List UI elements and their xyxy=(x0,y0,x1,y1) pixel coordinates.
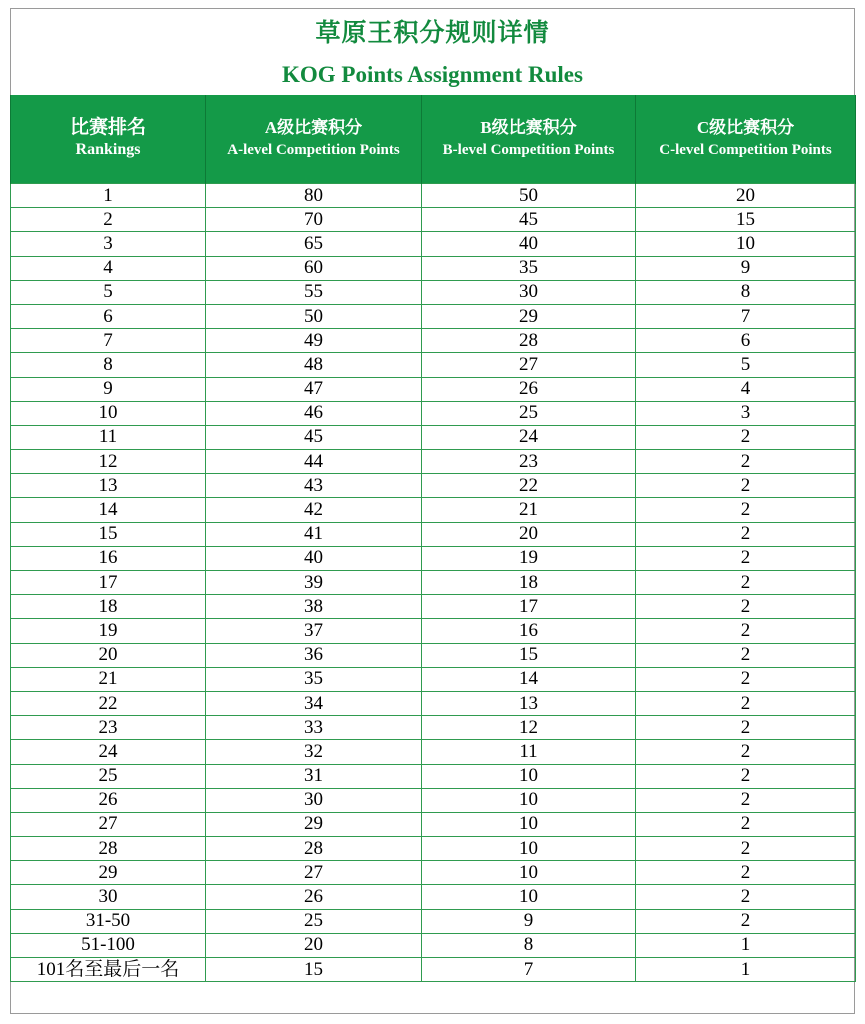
table-row xyxy=(11,425,856,449)
c-level-points-cell: 4 xyxy=(636,377,856,401)
c-level-points-cell: 2 xyxy=(636,788,856,812)
a-level-points-cell: 31 xyxy=(206,764,422,788)
table-row xyxy=(11,256,856,280)
table-row xyxy=(11,184,856,208)
ranking-cell: 4 xyxy=(11,256,206,280)
a-level-points-cell: 29 xyxy=(206,812,422,836)
table-row xyxy=(11,885,856,909)
header-b-level xyxy=(422,95,636,184)
ranking-cell: 101名至最后一名 xyxy=(11,958,206,982)
a-level-points-cell: 40 xyxy=(206,546,422,570)
header-b-level-zh: B级比赛积分 xyxy=(480,118,577,137)
ranking-cell: 16 xyxy=(11,546,206,570)
ranking-cell: 13 xyxy=(11,474,206,498)
b-level-points-cell: 7 xyxy=(422,958,636,982)
table-row xyxy=(11,329,856,353)
c-level-points-cell: 2 xyxy=(636,546,856,570)
header-c-level-zh: C级比赛积分 xyxy=(696,118,795,137)
table-row xyxy=(11,450,856,474)
b-level-points-cell: 50 xyxy=(422,184,636,208)
b-level-points-cell: 10 xyxy=(422,812,636,836)
b-level-points-cell: 20 xyxy=(422,522,636,546)
a-level-points-cell: 43 xyxy=(206,474,422,498)
c-level-points-cell: 2 xyxy=(636,667,856,691)
b-level-points-cell: 28 xyxy=(422,329,636,353)
a-level-points-cell: 60 xyxy=(206,256,422,280)
table-row xyxy=(11,643,856,667)
a-level-points-cell: 28 xyxy=(206,837,422,861)
c-level-points-cell: 2 xyxy=(636,716,856,740)
c-level-points-cell: 2 xyxy=(636,498,856,522)
table-row xyxy=(11,716,856,740)
c-level-points-cell: 20 xyxy=(636,184,856,208)
header-c-level xyxy=(636,95,856,184)
header-a-level-en: A-level Competition Points xyxy=(227,142,400,158)
table-row xyxy=(11,595,856,619)
a-level-points-cell: 47 xyxy=(206,377,422,401)
c-level-points-cell: 3 xyxy=(636,401,856,425)
a-level-points-cell: 36 xyxy=(206,643,422,667)
ranking-cell: 3 xyxy=(11,232,206,256)
a-level-points-cell: 26 xyxy=(206,885,422,909)
table-row xyxy=(11,788,856,812)
b-level-points-cell: 22 xyxy=(422,474,636,498)
table-row xyxy=(11,861,856,885)
b-level-points-cell: 12 xyxy=(422,716,636,740)
c-level-points-cell: 10 xyxy=(636,232,856,256)
b-level-points-cell: 10 xyxy=(422,861,636,885)
header-rankings-en: Rankings xyxy=(75,141,141,158)
b-level-points-cell: 29 xyxy=(422,304,636,328)
c-level-points-cell: 2 xyxy=(636,595,856,619)
a-level-points-cell: 27 xyxy=(206,861,422,885)
c-level-points-cell: 6 xyxy=(636,329,856,353)
table-row xyxy=(11,353,856,377)
ranking-cell: 24 xyxy=(11,740,206,764)
table-row xyxy=(11,280,856,304)
a-level-points-cell: 39 xyxy=(206,571,422,595)
ranking-cell: 6 xyxy=(11,304,206,328)
c-level-points-cell: 2 xyxy=(636,619,856,643)
header-b-level-en: B-level Competition Points xyxy=(442,142,615,158)
ranking-cell: 30 xyxy=(11,885,206,909)
c-level-points-cell: 2 xyxy=(636,861,856,885)
header-row xyxy=(11,95,856,184)
b-level-points-cell: 24 xyxy=(422,425,636,449)
table-row xyxy=(11,208,856,232)
a-level-points-cell: 44 xyxy=(206,450,422,474)
b-level-points-cell: 8 xyxy=(422,933,636,957)
header-a-level-zh: A级比赛积分 xyxy=(264,118,363,137)
a-level-points-cell: 33 xyxy=(206,716,422,740)
c-level-points-cell: 2 xyxy=(636,450,856,474)
ranking-cell: 10 xyxy=(11,401,206,425)
points-table xyxy=(10,95,856,982)
b-level-points-cell: 15 xyxy=(422,643,636,667)
b-level-points-cell: 16 xyxy=(422,619,636,643)
a-level-points-cell: 48 xyxy=(206,353,422,377)
b-level-points-cell: 10 xyxy=(422,885,636,909)
b-level-points-cell: 30 xyxy=(422,280,636,304)
a-level-points-cell: 46 xyxy=(206,401,422,425)
table-row xyxy=(11,401,856,425)
a-level-points-cell: 30 xyxy=(206,788,422,812)
c-level-points-cell: 2 xyxy=(636,837,856,861)
ranking-cell: 19 xyxy=(11,619,206,643)
ranking-cell: 29 xyxy=(11,861,206,885)
points-rules-sheet xyxy=(10,8,855,1014)
c-level-points-cell: 2 xyxy=(636,885,856,909)
c-level-points-cell: 2 xyxy=(636,425,856,449)
ranking-cell: 7 xyxy=(11,329,206,353)
c-level-points-cell: 8 xyxy=(636,280,856,304)
b-level-points-cell: 10 xyxy=(422,837,636,861)
table-row xyxy=(11,812,856,836)
ranking-cell: 9 xyxy=(11,377,206,401)
a-level-points-cell: 65 xyxy=(206,232,422,256)
c-level-points-cell: 2 xyxy=(636,764,856,788)
ranking-cell: 5 xyxy=(11,280,206,304)
ranking-cell: 18 xyxy=(11,595,206,619)
table-row xyxy=(11,837,856,861)
ranking-cell: 28 xyxy=(11,837,206,861)
ranking-cell: 15 xyxy=(11,522,206,546)
title-chinese: 草原王积分规则详情 xyxy=(315,20,550,47)
a-level-points-cell: 38 xyxy=(206,595,422,619)
a-level-points-cell: 15 xyxy=(206,958,422,982)
a-level-points-cell: 42 xyxy=(206,498,422,522)
table-row xyxy=(11,474,856,498)
table-row xyxy=(11,232,856,256)
a-level-points-cell: 35 xyxy=(206,667,422,691)
ranking-cell: 2 xyxy=(11,208,206,232)
b-level-points-cell: 18 xyxy=(422,571,636,595)
a-level-points-cell: 49 xyxy=(206,329,422,353)
table-row xyxy=(11,498,856,522)
c-level-points-cell: 2 xyxy=(636,740,856,764)
b-level-points-cell: 23 xyxy=(422,450,636,474)
a-level-points-cell: 45 xyxy=(206,425,422,449)
a-level-points-cell: 80 xyxy=(206,184,422,208)
a-level-points-cell: 32 xyxy=(206,740,422,764)
c-level-points-cell: 2 xyxy=(636,812,856,836)
a-level-points-cell: 34 xyxy=(206,691,422,715)
b-level-points-cell: 45 xyxy=(422,208,636,232)
a-level-points-cell: 50 xyxy=(206,304,422,328)
header-rankings-zh: 比赛排名 xyxy=(69,117,146,138)
b-level-points-cell: 13 xyxy=(422,691,636,715)
header-c-level-en: C-level Competition Points xyxy=(659,142,832,158)
title-english: KOG Points Assignment Rules xyxy=(282,62,583,87)
table-row xyxy=(11,304,856,328)
ranking-cell: 8 xyxy=(11,353,206,377)
a-level-points-cell: 55 xyxy=(206,280,422,304)
table-row xyxy=(11,764,856,788)
ranking-cell: 21 xyxy=(11,667,206,691)
ranking-cell: 1 xyxy=(11,184,206,208)
c-level-points-cell: 9 xyxy=(636,256,856,280)
b-level-points-cell: 17 xyxy=(422,595,636,619)
table-row xyxy=(11,740,856,764)
a-level-points-cell: 70 xyxy=(206,208,422,232)
ranking-cell: 23 xyxy=(11,716,206,740)
table-row xyxy=(11,377,856,401)
table-row xyxy=(11,909,856,933)
table-row xyxy=(11,958,856,982)
ranking-cell: 17 xyxy=(11,571,206,595)
ranking-cell: 26 xyxy=(11,788,206,812)
b-level-points-cell: 14 xyxy=(422,667,636,691)
table-row xyxy=(11,619,856,643)
c-level-points-cell: 15 xyxy=(636,208,856,232)
c-level-points-cell: 2 xyxy=(636,474,856,498)
ranking-cell: 12 xyxy=(11,450,206,474)
b-level-points-cell: 25 xyxy=(422,401,636,425)
table-row xyxy=(11,546,856,570)
ranking-cell: 27 xyxy=(11,812,206,836)
ranking-cell: 51-100 xyxy=(11,933,206,957)
table-row xyxy=(11,522,856,546)
title-block xyxy=(11,9,854,95)
b-level-points-cell: 40 xyxy=(422,232,636,256)
ranking-cell: 22 xyxy=(11,691,206,715)
ranking-cell: 14 xyxy=(11,498,206,522)
b-level-points-cell: 10 xyxy=(422,764,636,788)
b-level-points-cell: 26 xyxy=(422,377,636,401)
b-level-points-cell: 35 xyxy=(422,256,636,280)
ranking-cell: 11 xyxy=(11,425,206,449)
b-level-points-cell: 21 xyxy=(422,498,636,522)
ranking-cell: 25 xyxy=(11,764,206,788)
c-level-points-cell: 5 xyxy=(636,353,856,377)
c-level-points-cell: 2 xyxy=(636,691,856,715)
table-body xyxy=(11,184,856,982)
table-row xyxy=(11,667,856,691)
a-level-points-cell: 41 xyxy=(206,522,422,546)
c-level-points-cell: 7 xyxy=(636,304,856,328)
a-level-points-cell: 37 xyxy=(206,619,422,643)
ranking-cell: 31-50 xyxy=(11,909,206,933)
c-level-points-cell: 1 xyxy=(636,933,856,957)
b-level-points-cell: 9 xyxy=(422,909,636,933)
b-level-points-cell: 27 xyxy=(422,353,636,377)
header-a-level xyxy=(206,95,422,184)
b-level-points-cell: 10 xyxy=(422,788,636,812)
table-row xyxy=(11,571,856,595)
ranking-cell: 20 xyxy=(11,643,206,667)
header-rankings xyxy=(11,95,206,184)
c-level-points-cell: 2 xyxy=(636,643,856,667)
a-level-points-cell: 20 xyxy=(206,933,422,957)
c-level-points-cell: 1 xyxy=(636,958,856,982)
b-level-points-cell: 11 xyxy=(422,740,636,764)
b-level-points-cell: 19 xyxy=(422,546,636,570)
c-level-points-cell: 2 xyxy=(636,571,856,595)
c-level-points-cell: 2 xyxy=(636,909,856,933)
table-row xyxy=(11,691,856,715)
a-level-points-cell: 25 xyxy=(206,909,422,933)
table-row xyxy=(11,933,856,957)
c-level-points-cell: 2 xyxy=(636,522,856,546)
